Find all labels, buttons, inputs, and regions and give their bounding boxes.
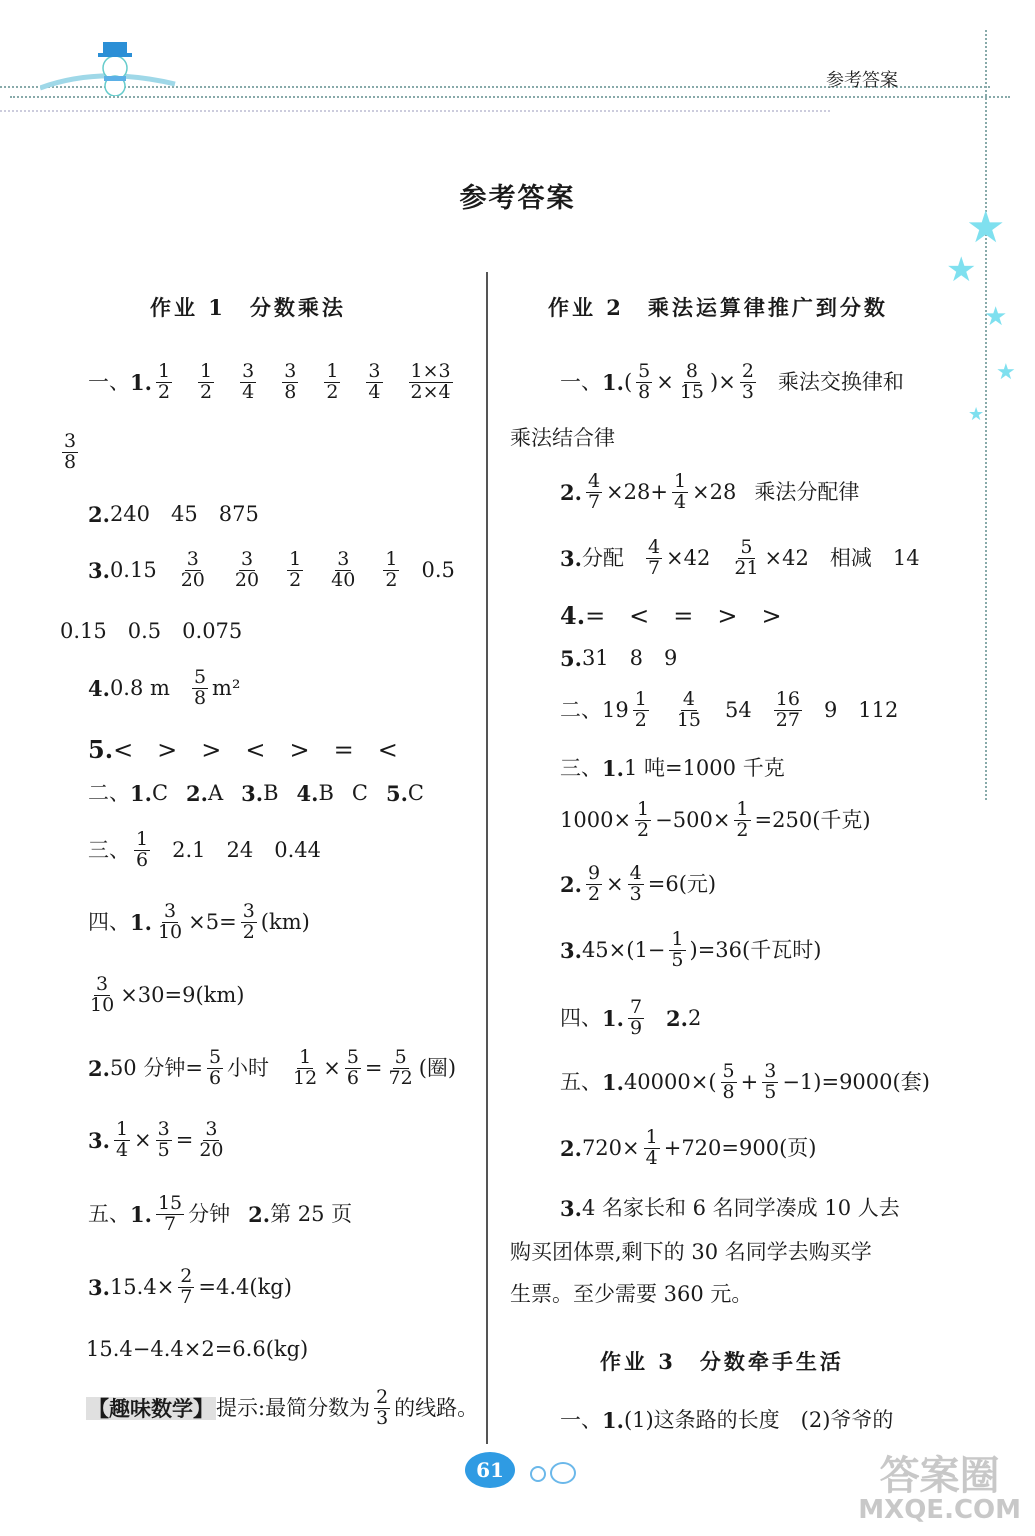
fraction: $\frac{5}{6}$ bbox=[208, 1046, 222, 1089]
answer-line: 2. $\frac{9}{2}$ × $\frac{4}{3}$ =6(元) bbox=[560, 862, 717, 905]
fraction: $\frac{2}{7}$ bbox=[180, 1265, 193, 1308]
answer-line: 3. 4 名家长和 6 名同学凑成 10 人去 bbox=[560, 1196, 900, 1221]
fraction: $\frac{1}{2}$ bbox=[157, 360, 171, 403]
snowman-icon bbox=[40, 36, 180, 96]
answer-line: 2. 50 分钟= $\frac{5}{6}$ 小时 $\frac{1}{12}$ × $\frac{5}{6}$ = $\frac{5}{72}$ (圈) bbox=[88, 1046, 457, 1089]
answer-line bbox=[58, 432, 82, 473]
fraction: $\frac{1}{2}$ bbox=[736, 798, 749, 841]
fraction: $\frac{3}{4}$ bbox=[368, 360, 381, 403]
answer-line: 购买团体票,剩下的 30 名同学去购买学 bbox=[510, 1240, 872, 1264]
circle-icon bbox=[550, 1462, 576, 1484]
fraction: $\frac{3}{10}$ bbox=[90, 973, 115, 1016]
star-icon: ★ bbox=[946, 250, 977, 290]
fraction: $\frac{1}{5}$ bbox=[671, 928, 684, 971]
answer-line: 乘法结合律 bbox=[510, 426, 615, 450]
answer-line: 5. < > > < > = < bbox=[88, 735, 398, 764]
answer-line: 二、 1. C 2. A 3. B 4. B C 5. C bbox=[88, 781, 424, 806]
fraction: $\frac{2}{3}$ bbox=[741, 360, 754, 403]
answer-line: 一、 1. $\frac{1}{2}$ $\frac{1}{2}$ $\frac{3}{4}$ $\frac{3}{8}$ $\frac{1}{2}$ $\frac{3}{4}$ $\frac{1\times 3}{2\times 4}$ bbox=[88, 360, 451, 403]
answer-line: 三、 1. 1 吨=1000 千克 bbox=[560, 756, 785, 781]
answer-line: 二、 19 $\frac{1}{2}$ $\frac{4}{15}$ 54 $\frac{16}{27}$ 9 112 bbox=[560, 688, 899, 731]
answer-line: 1000× $\frac{1}{2}$ −500× $\frac{1}{2}$ =250(千克) bbox=[560, 798, 871, 841]
fraction: $\frac{5}{21}$ bbox=[734, 536, 759, 579]
fraction: $\frac{1}{4}$ bbox=[673, 470, 687, 513]
answer-line: 五、 1. 40000×( $\frac{5}{8}$ + $\frac{3}{5}$ −1)=9000(套) bbox=[560, 1060, 930, 1103]
fraction: $\frac{5}{8}$ bbox=[638, 360, 651, 403]
fraction: $\frac{4}{7}$ bbox=[587, 470, 601, 513]
fraction: $\frac{3}{20}$ bbox=[180, 548, 205, 591]
section-title-2: 作业 2 乘法运算律推广到分数 bbox=[548, 295, 888, 320]
fraction: $\frac{2}{3}$ bbox=[376, 1386, 389, 1429]
fraction: $\frac{7}{9}$ bbox=[629, 996, 643, 1039]
answer-line: 3. 45×(1− $\frac{1}{5}$ )=36(千瓦时) bbox=[560, 928, 822, 971]
fraction: $\frac{15}{7}$ bbox=[157, 1192, 183, 1235]
header-label: 参考答案 bbox=[826, 70, 898, 91]
answer-line: 15.4−4.4×2=6.6(kg) bbox=[86, 1337, 309, 1361]
answer-line: 生票。至少需要 360 元。 bbox=[510, 1282, 753, 1306]
fraction: $\frac{5}{6}$ bbox=[346, 1046, 359, 1089]
fraction: $\frac{1}{2}$ bbox=[326, 360, 339, 403]
section-title-3: 作业 3 分数牵手生活 bbox=[600, 1349, 844, 1374]
answer-line: 4. = < = > > bbox=[560, 601, 782, 630]
fraction: $\frac{1}{2}$ bbox=[637, 798, 650, 841]
star-icon: ★ bbox=[984, 302, 1008, 332]
answer-line: 四、 1. $\frac{7}{9}$ 2. 2 bbox=[560, 996, 702, 1039]
fraction: $\frac{1}{4}$ bbox=[645, 1126, 658, 1169]
fraction: $\frac{1}{2}$ bbox=[634, 688, 647, 731]
fraction: $\frac{3}{5}$ bbox=[764, 1060, 777, 1103]
column-divider bbox=[486, 272, 488, 1444]
fraction: $\frac{16}{27}$ bbox=[775, 688, 800, 731]
fraction: $\frac{3}{20}$ bbox=[199, 1118, 224, 1161]
fraction: $\frac{5}{8}$ bbox=[193, 666, 207, 709]
answer-line: 5. 31 8 9 bbox=[560, 646, 678, 671]
answer-line: 4. 0.8 m $\frac{5}{8}$ m² bbox=[88, 666, 241, 709]
fraction: $\frac{3}{40}$ bbox=[331, 548, 356, 591]
circle-icon bbox=[530, 1466, 546, 1482]
fraction: $\frac{5}{8}$ bbox=[722, 1060, 735, 1103]
fraction: $\frac{1}{6}$ bbox=[136, 828, 149, 871]
fraction: $\frac{1\times 3}{2\times 4}$ bbox=[410, 360, 451, 403]
fraction: $\frac{1}{2}$ bbox=[200, 360, 213, 403]
fraction: $\frac{3}{5}$ bbox=[157, 1118, 170, 1161]
answer-line: 三、 $\frac{1}{6}$ 2.1 24 0.44 bbox=[88, 828, 321, 871]
answer-line: 3. 0.15 $\frac{3}{20}$ $\frac{3}{20}$ $\frac{1}{2}$ $\frac{3}{40}$ $\frac{1}{2}$ 0.5 bbox=[88, 548, 455, 591]
answer-line: 一、 1. (1)这条路的长度 (2)爷爷的 bbox=[560, 1408, 894, 1433]
answer-line: 3. $\frac{1}{4}$ × $\frac{3}{5}$ = $\frac{3}{20}$ bbox=[88, 1118, 224, 1161]
fraction: $\frac{4}{15}$ bbox=[676, 688, 702, 731]
answer-line: 2. 240 45 875 bbox=[88, 502, 259, 527]
fun-math-note: 【趣味数学】 提示:最简分数为 $\frac{2}{3}$ 的线路。 bbox=[88, 1386, 479, 1429]
answer-line: 2. $\frac{4}{7}$ ×28+ $\frac{1}{4}$ ×28 乘法分配律 bbox=[560, 470, 860, 513]
fraction: $\frac{1}{2}$ bbox=[289, 548, 302, 591]
star-icon: ★ bbox=[966, 202, 1006, 253]
answer-line: 3. 15.4× $\frac{2}{7}$ =4.4(kg) bbox=[88, 1265, 292, 1308]
page-title: 参考答案 bbox=[459, 183, 576, 214]
fraction: $\frac{3}{4}$ bbox=[242, 360, 255, 403]
fraction: $\frac{1}{12}$ bbox=[293, 1046, 318, 1089]
answer-line: 四、 1. $\frac{3}{10}$ ×5= $\frac{3}{2}$ (km) bbox=[88, 900, 310, 943]
answer-line: 一、 1. ( $\frac{5}{8}$ × $\frac{8}{15}$ )× $\frac{2}{3}$ 乘法交换律和 bbox=[560, 360, 904, 403]
star-icon: ★ bbox=[996, 360, 1016, 385]
answer-line: 2. 720× $\frac{1}{4}$ +720=900(页) bbox=[560, 1126, 817, 1169]
fraction: $\frac{4}{3}$ bbox=[629, 862, 642, 905]
fraction: $\frac{3}{8}$ bbox=[64, 430, 77, 473]
answer-line: $\frac{3}{10}$ ×30=9(km) bbox=[90, 973, 245, 1016]
fraction: $\frac{3}{10}$ bbox=[157, 900, 183, 943]
star-icon: ★ bbox=[968, 404, 985, 425]
page-number: 61 bbox=[465, 1452, 515, 1488]
fraction: $\frac{4}{7}$ bbox=[647, 536, 661, 579]
answer-line: 3. 分配 $\frac{4}{7}$ ×42 $\frac{5}{21}$ ×42 相减 14 bbox=[560, 536, 920, 579]
fraction: $\frac{3}{2}$ bbox=[242, 900, 255, 943]
fraction: $\frac{1}{4}$ bbox=[115, 1118, 129, 1161]
fraction: $\frac{1}{2}$ bbox=[385, 548, 398, 591]
fraction: $\frac{5}{72}$ bbox=[388, 1046, 413, 1089]
section-title-1: 作业 1 分数乘法 bbox=[150, 295, 346, 320]
fraction: $\frac{3}{8}$ bbox=[284, 360, 297, 403]
fraction: $\frac{3}{20}$ bbox=[234, 548, 260, 591]
fraction: $\frac{8}{15}$ bbox=[679, 360, 705, 403]
fraction: $\frac{9}{2}$ bbox=[587, 862, 601, 905]
watermark: 答案圈 MXQE.COM bbox=[858, 1453, 1021, 1525]
answer-line: 五、 1. $\frac{15}{7}$ 分钟 2. 第 25 页 bbox=[88, 1192, 353, 1235]
answer-line: 0.15 0.5 0.075 bbox=[60, 619, 243, 643]
